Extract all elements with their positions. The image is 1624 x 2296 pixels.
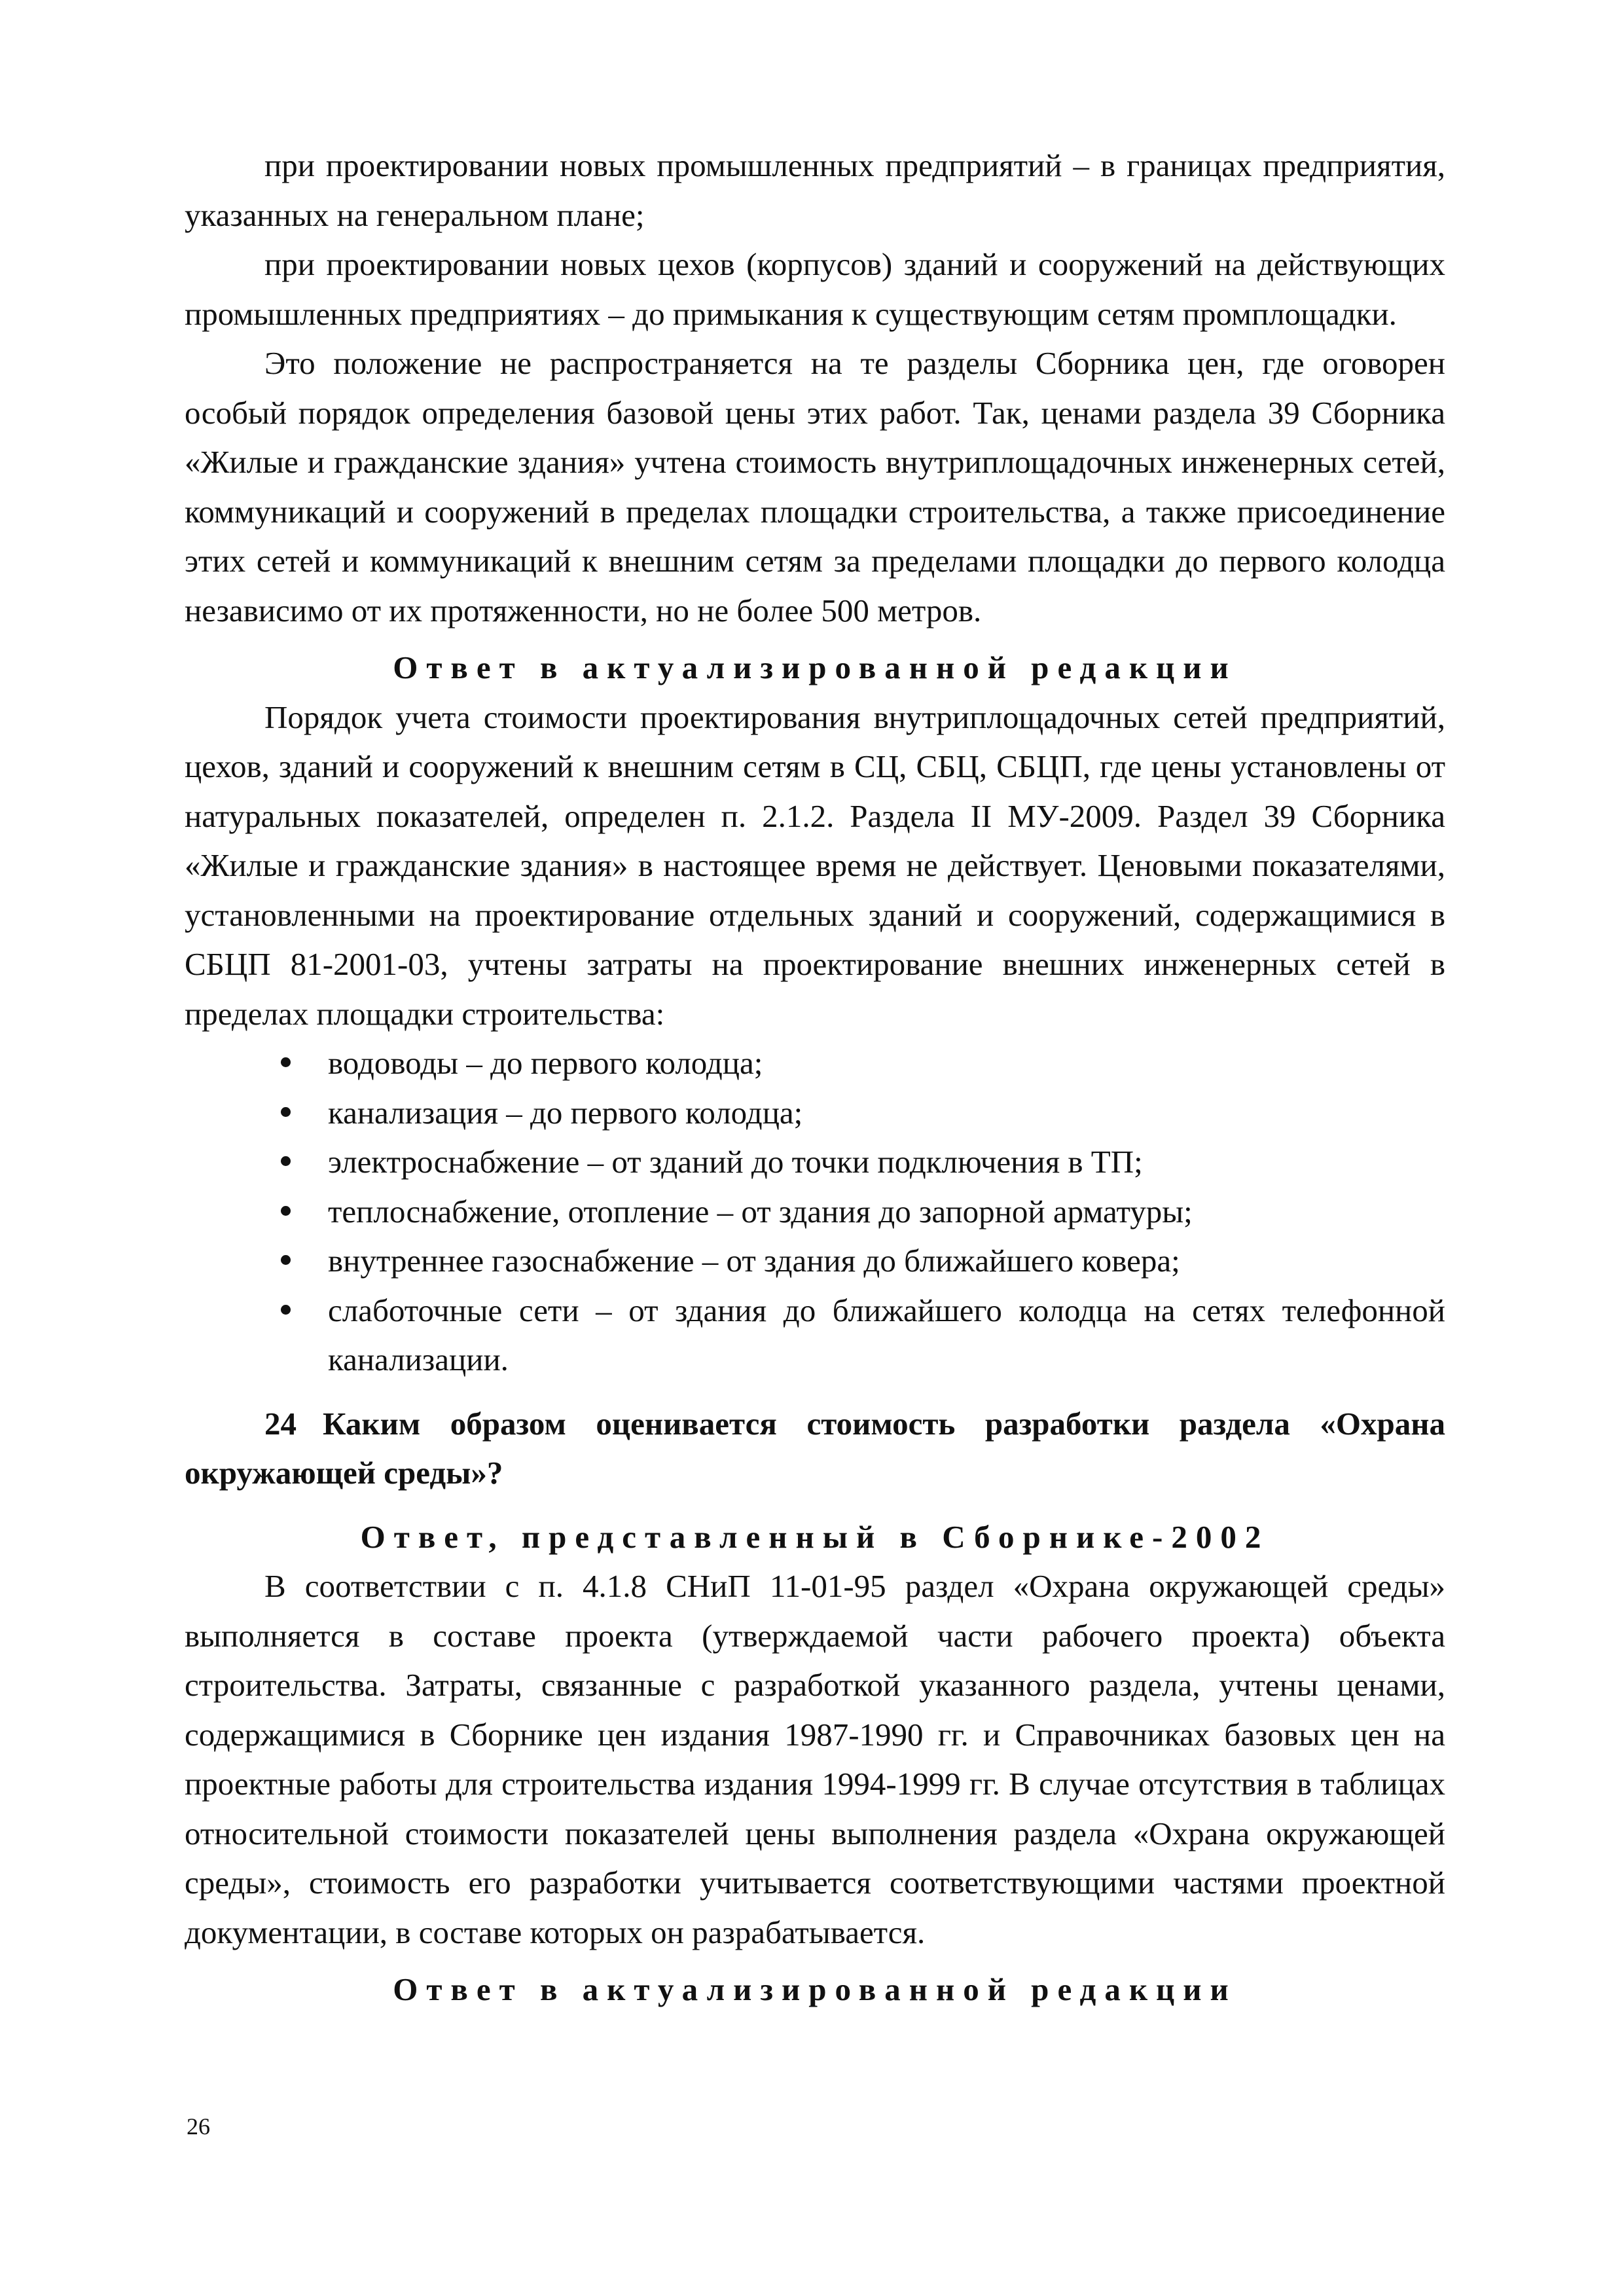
list-item: водоводы – до первого колодца; (185, 1038, 1445, 1088)
bullet-icon (281, 1156, 291, 1166)
paragraph-new-workshops: при проектировании новых цехов (корпусов) зданий и сооружений на действующих промышленных предприятиях – до примыкания к существующим сетям промплощадки. (185, 246, 1445, 332)
paragraph-updated-answer-1: Порядок учета стоимости проектирования внутриплощадочных сетей предприятий, цехов, зданий и сооружений к внешним сетям в СЦ, СБЦ, СБЦП, где цены установлены от натуральных показателей, определен п. 2.1.2. Раздела II МУ-2009. Раздел 39 Сборника «Жилые и гражданские здания» в настоящее время не действует. Ценовыми показателями, установленными на проектирование отдельных зданий и сооружений, содержащимися в СБЦП 81-2001-03, учтены затраты на проектирование внешних инженерных сетей в пределах площадки строительства: (185, 699, 1445, 1032)
paragraph-new-enterprises: при проектировании новых промышленных предприятий – в границах предприятия, указанных на генеральном плане; (185, 147, 1445, 233)
document-page (185, 141, 1445, 2014)
list-item: теплоснабжение, отопление – от здания до запорной арматуры; (185, 1187, 1445, 1237)
paragraph-answer-2002: В соответствии с п. 4.1.8 СНиП 11-01-95 раздел «Охрана окружающей среды» выполняется в составе проекта (утверждаемой части рабочего проекта) объекта строительства. Затраты, связанные с разработкой указанного раздела, учтены ценами, содержащимися в Сборнике цен издания 1987-1990 гг. и Справочниках базовых цен на проектные работы для строительства издания 1994-1999 гг. В случае отсутствия в таблицах относительной стоимости показателей цены выполнения раздела «Охрана окружающей среды», стоимость его разработки учитывается соответствующими частями проектной документации, в составе которых он разрабатывается. (185, 1568, 1445, 1950)
heading-updated-answer-2: Ответ в актуализированной редакции (393, 1971, 1237, 2007)
list-item: внутреннее газоснабжение – от здания до ближайшего ковера; (185, 1236, 1445, 1286)
bullet-icon (281, 1057, 291, 1067)
bullet-icon (281, 1305, 291, 1315)
bullet-icon (281, 1255, 291, 1265)
page-number: 26 (187, 2113, 210, 2140)
bullet-icon (281, 1206, 291, 1216)
heading-updated-answer-1: Ответ в актуализированной редакции (393, 649, 1237, 685)
bullet-icon (281, 1107, 291, 1117)
list-item: канализация – до первого колодца; (185, 1088, 1445, 1138)
list-item: слаботочные сети – от здания до ближайшего колодца на сетях телефонной канализации. (185, 1286, 1445, 1385)
question-24 (185, 1385, 1445, 1504)
paragraph-exception-section-39: Это положение не распространяется на те разделы Сборника цен, где оговорен особый порядок определения базовой цены этих работ. Так, ценами раздела 39 Сборника «Жилые и гражданские здания» учтена стоимость внутриплощадочных инженерных сетей, коммуникаций и сооружений в пределах площадки строительства, а также присоединение этих сетей и коммуникаций к внешним сетям за пределами площадки до первого колодца независимо от их протяженности, но не более 500 метров. (185, 345, 1445, 629)
list-item: электроснабжение – от зданий до точки подключения в ТП; (185, 1137, 1445, 1187)
question-number: 24 (264, 1405, 297, 1442)
heading-answer-2002: Ответ, представленный в Сборнике-2002 (360, 1518, 1270, 1555)
question-text: Каким образом оценивается стоимость разработки раздела «Охрана окружающей среды»? (185, 1405, 1445, 1491)
network-bullet-list (185, 1038, 1445, 1385)
